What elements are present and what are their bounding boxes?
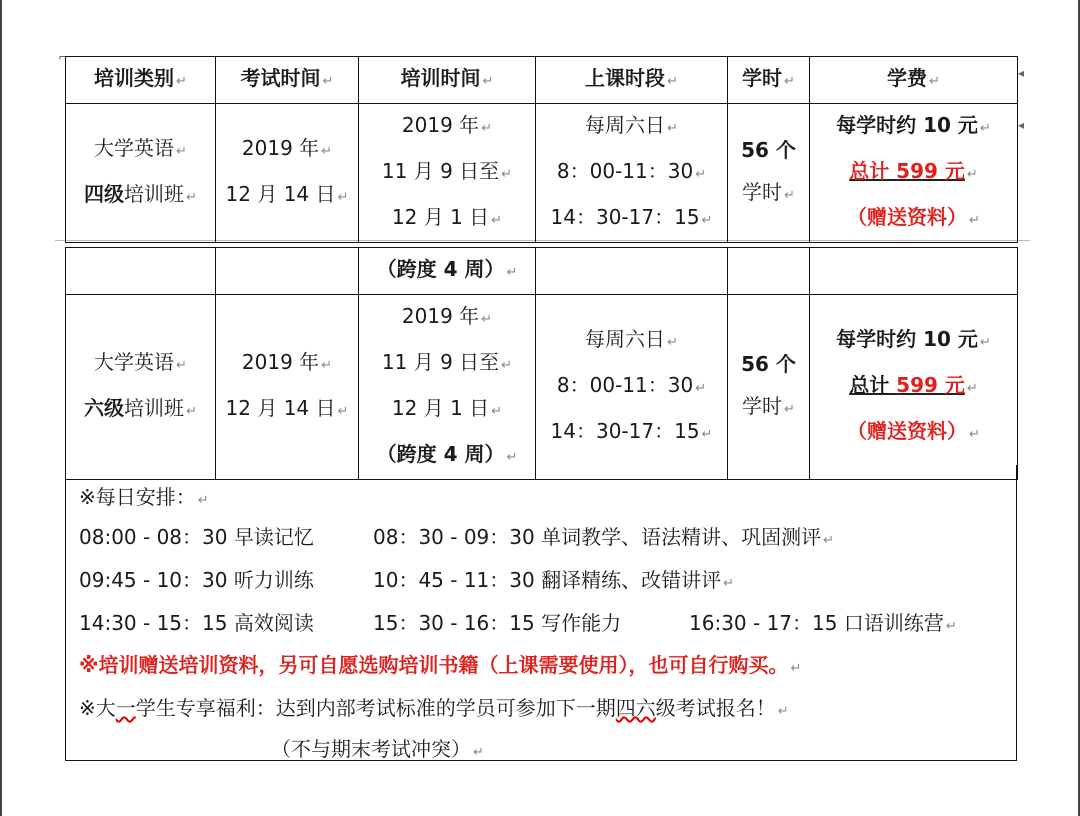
header-category: 培训类别 ↵ — [66, 57, 216, 104]
row-marker: ◂ — [1018, 66, 1025, 80]
cet4-hours: 56 个 学时 ↵ — [728, 104, 810, 243]
schedule-row-1b: 08：30 - 09：30 单词教学、语法精讲、巩固测评 ↵ — [373, 525, 834, 549]
cet4-exam-time: 2019 年 ↵ 12 月 14 日 ↵ — [216, 104, 359, 243]
cet4-span-row — [66, 248, 1018, 295]
cet4-class-period: 每周六日 ↵ 8：00-11：30 ↵ 14：30-17：15 ↵ — [536, 104, 728, 243]
schedule-row-3b: 15：30 - 16：15 写作能力 — [373, 611, 622, 635]
cet4-fee: 每学时约 10 元 ↵ 总计 599 元 ↵ （赠送资料） ↵ — [810, 104, 1018, 243]
cet6-train-time: 2019 年 ↵ 11 月 9 日至 ↵ 12 月 1 日 ↵ （跨度 4 周） ↵ — [359, 295, 536, 480]
row-marker: ◂ — [1018, 118, 1025, 132]
schedule-title: ※每日安排： ↵ — [79, 485, 209, 509]
cet6-category: 大学英语 ↵ 六级培训班 ↵ — [66, 295, 216, 480]
schedule-row-3c: 16:30 - 17：15 口语训练营 ↵ — [689, 611, 957, 635]
header-hours: 学时 ↵ — [728, 57, 810, 104]
schedule-row-2a: 09:45 - 10：30 听力训练 — [79, 568, 314, 592]
header-train-time: 培训时间 ↵ — [359, 57, 536, 104]
schedule-row-2b: 10：45 - 11：30 翻译精练、改错讲评 ↵ — [373, 568, 734, 592]
cet6-fee: 每学时约 10 元 ↵ 总计 599 元 ↵ （赠送资料） ↵ — [810, 295, 1018, 480]
header-fee: 学费 ↵ — [810, 57, 1018, 104]
cet4-train-time: 2019 年 ↵ 11 月 9 日至 ↵ 12 月 1 日 ↵ — [359, 104, 536, 243]
cet6-row — [66, 295, 1018, 480]
header-class-period: 上课时段 ↵ — [536, 57, 728, 104]
schedule-row-1a: 08:00 - 08：30 早读记忆 — [79, 525, 314, 549]
cet6-table — [65, 247, 1018, 480]
left-border — [0, 0, 2, 816]
exam-conflict-note: （不与期末考试冲突） ↵ — [271, 737, 484, 761]
cet4-category: 大学英语 ↵ 四级培训班 ↵ — [66, 104, 216, 243]
corner-mark: ⌐ — [58, 50, 69, 64]
cet6-class-period: 每周六日 ↵ 8：00-11：30 ↵ 14：30-17：15 ↵ — [536, 295, 728, 480]
benefit-note: ※大一学生专享福利：达到内部考试标准的学员可参加下一期四六级考试报名！ ↵ — [79, 696, 789, 720]
header-exam-time: 考试时间 ↵ — [216, 57, 359, 104]
cet4-train-span: （跨度 4 周） ↵ — [359, 248, 536, 295]
cet6-hours: 56 个 学时 ↵ — [728, 295, 810, 480]
header-row — [66, 57, 1018, 104]
cet6-exam-time: 2019 年 ↵ 12 月 14 日 ↵ — [216, 295, 359, 480]
red-note: ※培训赠送培训资料，另可自愿选购培训书籍（上课需要使用），也可自行购买。 ↵ — [79, 653, 802, 677]
schedule-row-3a: 14:30 - 15：15 高效阅读 — [79, 611, 314, 635]
cet4-table — [65, 56, 1018, 243]
cet4-row — [66, 104, 1018, 243]
schedule-box — [65, 465, 1017, 761]
